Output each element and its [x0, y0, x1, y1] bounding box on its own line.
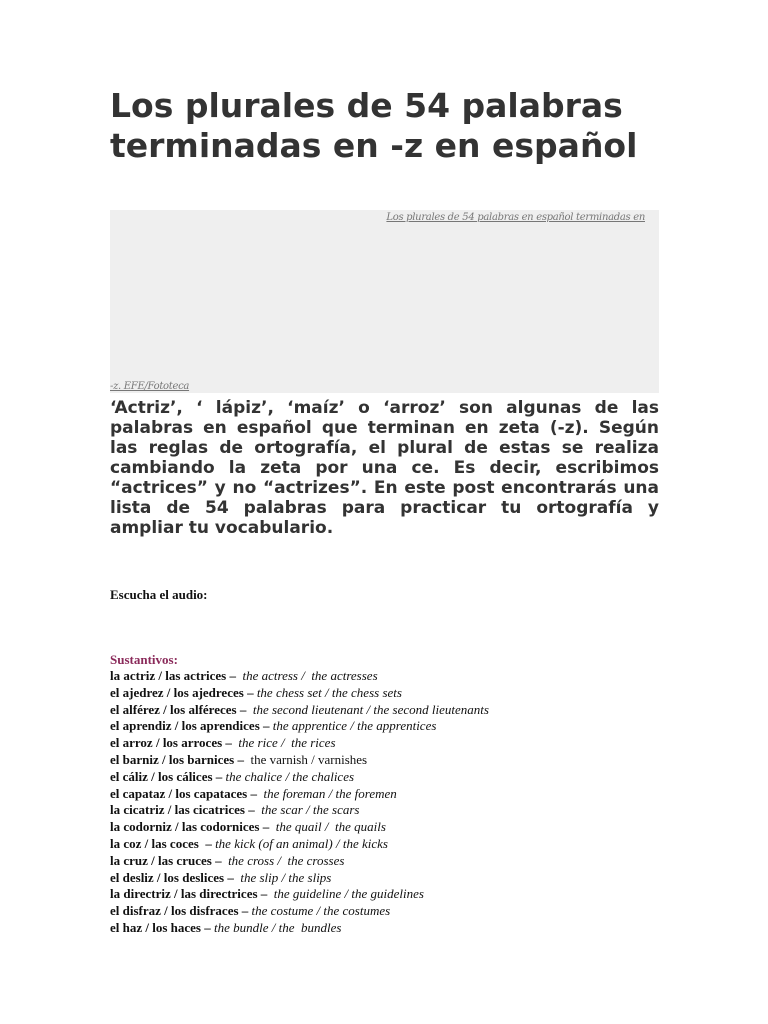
list-item [110, 853, 710, 870]
list-item [110, 752, 710, 769]
english-translation: the kick (of an animal) / the kicks [215, 835, 388, 851]
list-item [110, 920, 710, 937]
list-item [110, 802, 710, 819]
separator-dash: – [259, 819, 276, 835]
english-translation: the slip / the slips [240, 869, 332, 885]
list-item [110, 718, 710, 735]
list-item [110, 735, 710, 752]
english-translation: the chess set / the chess sets [256, 684, 402, 700]
page-title: Los plurales de 54 palabras terminadas en -z en español [110, 86, 638, 165]
spanish-pair: la codorniz / las codornices [110, 819, 260, 835]
audio-label: Escucha el audio: [110, 587, 208, 602]
english-translation: the varnish / varnishes [250, 751, 368, 767]
separator-dash: – [222, 735, 239, 751]
english-translation: the scar / the scars [261, 802, 360, 818]
spanish-pair: el disfraz / los disfraces [110, 903, 239, 919]
spanish-pair: el capataz / los capataces [110, 785, 248, 801]
spanish-pair: el cáliz / los cálices [110, 768, 213, 784]
separator-dash: – [259, 718, 273, 734]
word-list [110, 668, 710, 937]
spanish-pair: el alférez / los alféreces [110, 701, 237, 717]
separator-dash: – [234, 751, 251, 767]
english-translation: the foreman / the foremen [263, 785, 397, 801]
list-item [110, 769, 710, 786]
list-item [110, 870, 710, 887]
spanish-pair: el barniz / los barnices [110, 751, 235, 767]
english-translation: the rice / the rices [238, 735, 336, 751]
english-translation: the cross / the crosses [228, 852, 345, 868]
separator-dash: – [247, 785, 264, 801]
spanish-pair: el desliz / los deslices [110, 869, 225, 885]
list-item [110, 668, 710, 685]
spanish-pair: la actriz / las actrices [110, 668, 227, 683]
english-translation: the actress / the actresses [242, 668, 378, 683]
english-translation: the second lieutenant / the second lieutenants [252, 701, 489, 717]
separator-dash: – [198, 835, 216, 851]
spanish-pair: la directriz / las directrices [110, 886, 258, 902]
spanish-pair: la cruz / las cruces [110, 852, 212, 868]
separator-dash: – [238, 903, 252, 919]
spanish-pair: la coz / las coces [110, 835, 199, 851]
english-translation: the guideline / the guidelines [273, 886, 424, 902]
spanish-pair: el aprendiz / los aprendices [110, 718, 260, 734]
image-caption-top[interactable]: Los plurales de 54 palabras en español terminadas en [386, 212, 645, 223]
separator-dash: – [212, 768, 226, 784]
list-item [110, 786, 710, 803]
list-item [110, 702, 710, 719]
list-item [110, 836, 710, 853]
list-item [110, 819, 710, 836]
list-item [110, 685, 710, 702]
english-translation: the chalice / the chalices [225, 768, 355, 784]
english-translation: the apprentice / the apprentices [272, 718, 437, 734]
separator-dash: – [245, 802, 262, 818]
separator-dash: – [201, 919, 214, 935]
separator-dash: – [257, 886, 274, 902]
separator-dash: – [224, 869, 241, 885]
list-item [110, 886, 710, 903]
separator-dash: – [211, 852, 229, 868]
separator-dash: – [226, 668, 243, 683]
intro-paragraph: ‘Actriz’, ‘ lápiz’, ‘maíz’ o ‘arroz’ son algunas de las palabras en español que terminan en zeta (-z). Según las reglas de ortografía, el plural de estas se realiza cambiando la zeta por una ce. Es decir, escribimos “actrices” y no “actrizes”. En este post encontrarás una lista de 54 palabras para practicar tu ortografía y ampliar tu vocabulario. [110, 398, 659, 538]
spanish-pair: el ajedrez / los ajedreces [110, 684, 244, 700]
separator-dash: – [236, 701, 253, 717]
english-translation: the quail / the quails [275, 819, 386, 835]
separator-dash: – [243, 684, 257, 700]
article-image-placeholder [110, 210, 659, 393]
spanish-pair: el arroz / los arroces [110, 735, 223, 751]
list-item [110, 903, 710, 920]
section-label-sustantivos: Sustantivos: [110, 652, 178, 667]
spanish-pair: la cicatriz / las cicatrices [110, 802, 245, 818]
spanish-pair: el haz / los haces [110, 919, 201, 935]
english-translation: the costume / the costumes [251, 903, 391, 919]
image-caption-bottom[interactable]: -z. EFE/Fototeca [110, 381, 190, 392]
english-translation: the bundle / the bundles [214, 919, 342, 935]
